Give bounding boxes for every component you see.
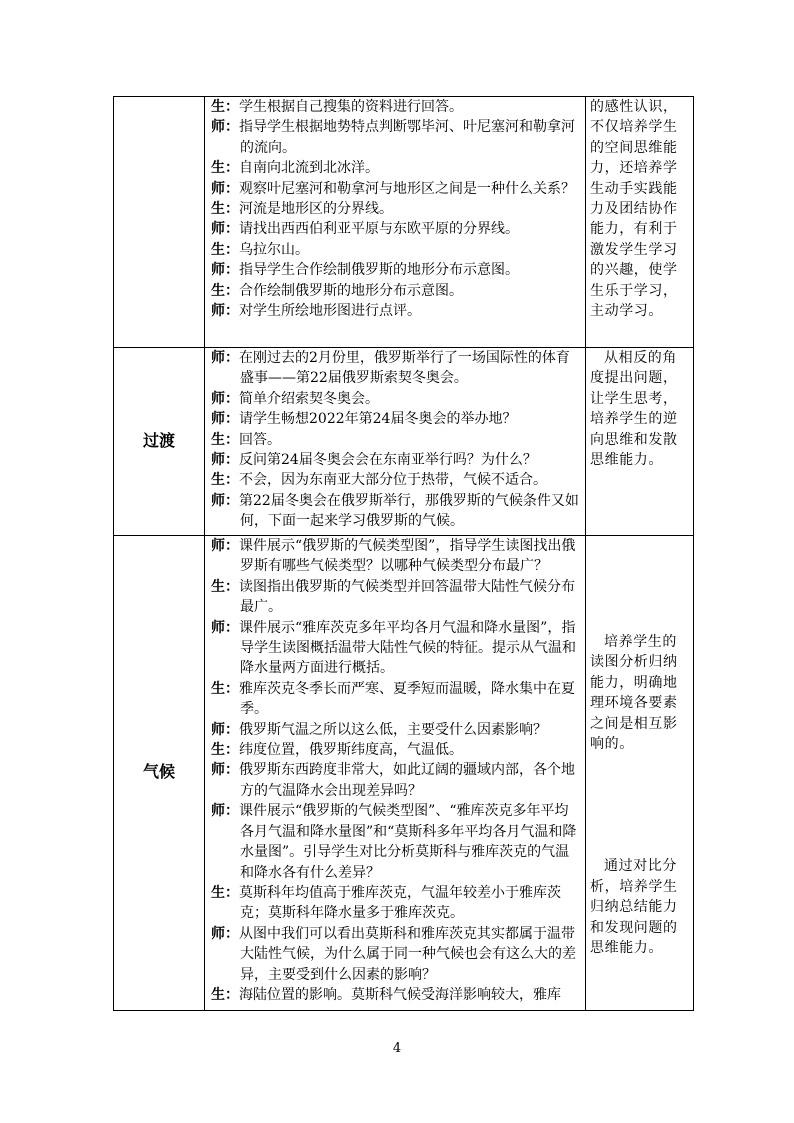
section-label: 过渡 xyxy=(142,430,175,450)
lesson-plan-table xyxy=(113,96,694,1011)
design-intent-note: 通过对比分析，培养学生归纳总结能力和发现问题的思维能力。 xyxy=(590,858,678,957)
dialogue-line: 师：简单介绍索契冬奥会。 xyxy=(211,390,379,407)
dialogue-line: 师：俄罗斯气温之所以这么低，主要受什么因素影响？ xyxy=(211,721,547,738)
dialogue-cell xyxy=(205,536,586,1011)
dialogue-line: 师：指导学生合作绘制俄罗斯的地形分布示意图。 xyxy=(211,262,519,279)
dialogue-line: 师：俄罗斯东西跨度非常大，如此辽阔的疆域内部，各个地方的气温降水会出现差异吗？ xyxy=(211,762,575,799)
section-label-cell xyxy=(114,536,205,1011)
dialogue-line: 生：雅库茨克冬季长而严寒、夏季短而温暖，降水集中在夏季。 xyxy=(211,680,575,718)
dialogue-cell xyxy=(205,348,586,536)
design-intent-note: 的感性认识，不仅培养学生的空间思维能力，还培养学生动手实践能力及团结协作能力，有利于激发学生学习的兴趣，使学生乐于学习，主动学习。 xyxy=(590,99,678,320)
dialogue-line: 师：从图中我们可以看出莫斯科和雅库茨克其实都属于温带大陆性气候，为什么属于同一种气候也会有这么大的差异，主要受到什么因素的影响？ xyxy=(211,925,576,983)
dialogue-line: 师：请找出西西伯利亚平原与东欧平原的分界线。 xyxy=(211,221,519,238)
design-intent-note: 培养学生的读图分析归纳能力，明确地理环境各要素之间是相互影响的。 xyxy=(590,634,678,753)
design-intent-cell xyxy=(586,536,694,1011)
dialogue-line: 生：河流是地形区的分界线。 xyxy=(211,201,393,218)
dialogue-line: 生：海陆位置的影响。莫斯科气候受海洋影响较大，雅库 xyxy=(211,986,561,1003)
dialogue-line: 生：合作绘制俄罗斯的地形分布示意图。 xyxy=(211,282,463,299)
dialogue-line: 师：课件展示“俄罗斯的气候类型图”，指导学生读图找出俄罗斯有哪些气候类型？以哪种气候类型分布最广？ xyxy=(211,538,576,575)
table-row xyxy=(114,97,694,348)
table-row xyxy=(114,348,694,536)
dialogue-line: 生：莫斯科年均值高于雅库茨克，气温年较差小于雅库茨克；莫斯科年降水量多于雅库茨克。 xyxy=(211,884,561,922)
page-number: 4 xyxy=(392,1041,402,1056)
dialogue-line: 生：学生根据自己搜集的资料进行回答。 xyxy=(211,99,463,115)
dialogue-line: 师：观察叶尼塞河和勒拿河与地形区之间是一种什么关系？ xyxy=(211,180,575,197)
dialogue-line: 师：第22届冬奥会在俄罗斯举行，那俄罗斯的气候条件又如何，下面一起来学习俄罗斯的气候。 xyxy=(211,492,579,530)
section-label-cell xyxy=(114,97,205,348)
dialogue-line: 师：指导学生根据地势特点判断鄂毕河、叶尼塞河和勒拿河的流向。 xyxy=(211,119,575,156)
section-label: 气候 xyxy=(142,762,175,782)
dialogue-line: 生：不会，因为东南亚大部分位于热带，气候不适合。 xyxy=(211,472,547,489)
dialogue-line: 生：回答。 xyxy=(211,431,281,448)
dialogue-line: 生：读图指出俄罗斯的气候类型并回答温带大陆性气候分布最广。 xyxy=(211,578,575,616)
dialogue-cell xyxy=(205,97,586,348)
dialogue-line: 师：在刚过去的2月份里，俄罗斯举行了一场国际性的体育盛事——第22届俄罗斯索契冬奥会。 xyxy=(211,350,570,387)
dialogue-line: 师：反问第24届冬奥会会在东南亚举行吗？为什么？ xyxy=(211,452,537,469)
dialogue-line: 生：纬度位置，俄罗斯纬度高，气温低。 xyxy=(211,742,463,759)
dialogue-line: 师：对学生所绘地形图进行点评。 xyxy=(211,303,421,320)
section-label-cell xyxy=(114,348,205,536)
design-intent-cell xyxy=(586,348,694,536)
dialogue-line: 师：课件展示“雅库茨克多年平均各月气温和降水量图”，指导学生读图概括温带大陆性气候的特征。提示从气温和降水量两方面进行概括。 xyxy=(211,619,576,677)
dialogue-line: 生：乌拉尔山。 xyxy=(211,241,309,258)
design-intent-cell xyxy=(586,97,694,348)
dialogue-line: 生：自南向北流到北冰洋。 xyxy=(211,160,379,177)
table-row xyxy=(114,536,694,1011)
dialogue-line: 师：请学生畅想2022年第24届冬奥会的举办地？ xyxy=(211,411,517,428)
dialogue-line: 师：课件展示“俄罗斯的气候类型图”、“雅库茨克多年平均各月气温和降水量图”和“莫斯科多年平均各月气温和降水量图”。引导学生对比分析莫斯科与雅库茨克的气温和降水各有什么差异？ xyxy=(211,803,577,881)
design-intent-note: 从相反的角度提出问题，让学生思考，培养学生的逆向思维和发散思维能力。 xyxy=(590,350,678,469)
